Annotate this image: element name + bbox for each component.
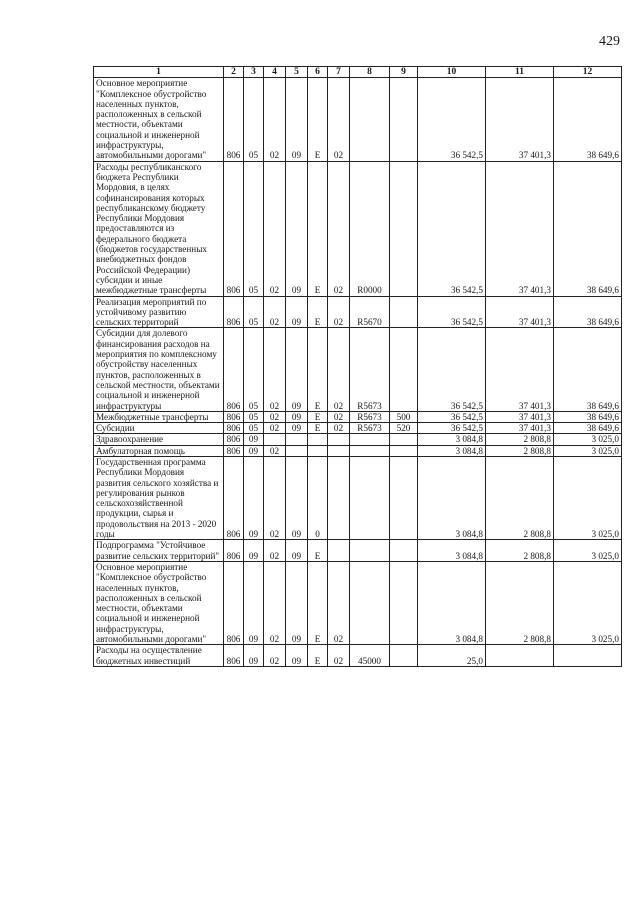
- amount-year-2: 37 401,3: [486, 296, 554, 328]
- code-subsection: 02: [264, 423, 286, 434]
- amount-year-3: 38 649,6: [554, 328, 622, 411]
- row-name: Межбюджетные трансферты: [94, 411, 224, 422]
- code-program: 09: [286, 456, 308, 539]
- amount-year-1: 36 542,5: [418, 328, 486, 411]
- code-subsection: 02: [264, 645, 286, 667]
- code-subprogram: Е: [308, 78, 328, 161]
- code-ministry: 806: [224, 411, 244, 422]
- code-program: 09: [286, 161, 308, 296]
- amount-year-2: 2 808,8: [486, 456, 554, 539]
- code-ministry: 806: [224, 445, 244, 456]
- amount-year-1: 36 542,5: [418, 161, 486, 296]
- amount-year-1: 36 542,5: [418, 411, 486, 422]
- code-expense-type: 500: [390, 411, 418, 422]
- code-subprogram: 0: [308, 456, 328, 539]
- column-header: 3: [244, 67, 264, 78]
- code-subprogram: Е: [308, 561, 328, 644]
- table-row: [94, 561, 622, 644]
- page-number: 429: [599, 34, 620, 49]
- amount-year-3: 3 025,0: [554, 434, 622, 445]
- table-row: [94, 78, 622, 161]
- column-header: 6: [308, 67, 328, 78]
- code-direction: 45000: [350, 645, 390, 667]
- code-subsection: 02: [264, 445, 286, 456]
- code-section: 05: [244, 423, 264, 434]
- row-name: Основное мероприятие "Комплексное обустройство населенных пунктов, расположенных в сельской местности, объектами социальной и инженерной инфраструктуры, автомобильными дорогами": [94, 78, 224, 161]
- row-name: Основное мероприятие "Комплексное обустройство населенных пунктов, расположенных в сельской местности, объектами социальной и инженерной инфраструктуры, автомобильными дорогами": [94, 561, 224, 644]
- code-ministry: 806: [224, 78, 244, 161]
- amount-year-2: 37 401,3: [486, 161, 554, 296]
- code-expense-type: [390, 645, 418, 667]
- amount-year-3: 38 649,6: [554, 78, 622, 161]
- code-direction: [350, 561, 390, 644]
- amount-year-3: 3 025,0: [554, 561, 622, 644]
- code-expense-type: [390, 456, 418, 539]
- code-ministry: 806: [224, 645, 244, 667]
- code-program: 09: [286, 645, 308, 667]
- column-header: 10: [418, 67, 486, 78]
- table-body: [94, 78, 622, 667]
- code-subsection: 02: [264, 296, 286, 328]
- code-ministry: 806: [224, 161, 244, 296]
- code-program: 09: [286, 423, 308, 434]
- code-measure: 02: [328, 328, 350, 411]
- row-name: Подпрограмма "Устойчивое развитие сельских территорий": [94, 540, 224, 562]
- code-direction: [350, 540, 390, 562]
- code-measure: 02: [328, 561, 350, 644]
- amount-year-3: 38 649,6: [554, 423, 622, 434]
- code-ministry: 806: [224, 328, 244, 411]
- code-expense-type: [390, 445, 418, 456]
- code-section: 09: [244, 434, 264, 445]
- column-header: 1: [94, 67, 224, 78]
- column-header: 5: [286, 67, 308, 78]
- code-program: [286, 445, 308, 456]
- code-program: 09: [286, 296, 308, 328]
- code-subprogram: Е: [308, 328, 328, 411]
- column-header: 9: [390, 67, 418, 78]
- code-section: 09: [244, 456, 264, 539]
- row-name: Государственная программа Республики Мордовия развития сельского хозяйства и регулирования рынков сельскохозяйственной продукции, сырья и продовольствия на 2013 - 2020 годы: [94, 456, 224, 539]
- table-row: [94, 540, 622, 562]
- code-subprogram: [308, 445, 328, 456]
- code-ministry: 806: [224, 561, 244, 644]
- budget-table: [93, 66, 622, 667]
- code-section: 05: [244, 328, 264, 411]
- code-program: 09: [286, 411, 308, 422]
- code-expense-type: [390, 296, 418, 328]
- code-expense-type: [390, 561, 418, 644]
- code-subsection: 02: [264, 540, 286, 562]
- code-measure: 02: [328, 78, 350, 161]
- code-expense-type: [390, 328, 418, 411]
- amount-year-2: 2 808,8: [486, 561, 554, 644]
- code-ministry: 806: [224, 296, 244, 328]
- code-subsection: 02: [264, 561, 286, 644]
- code-subsection: 02: [264, 411, 286, 422]
- code-expense-type: [390, 540, 418, 562]
- code-subsection: 02: [264, 328, 286, 411]
- code-measure: [328, 445, 350, 456]
- code-program: 09: [286, 540, 308, 562]
- code-measure: [328, 456, 350, 539]
- amount-year-1: 36 542,5: [418, 78, 486, 161]
- amount-year-2: 37 401,3: [486, 411, 554, 422]
- amount-year-3: [554, 645, 622, 667]
- amount-year-2: 2 808,8: [486, 540, 554, 562]
- code-direction: R5673: [350, 423, 390, 434]
- amount-year-3: 38 649,6: [554, 296, 622, 328]
- code-section: 05: [244, 161, 264, 296]
- code-measure: 02: [328, 161, 350, 296]
- table-row: [94, 645, 622, 667]
- code-measure: 02: [328, 296, 350, 328]
- code-subprogram: Е: [308, 645, 328, 667]
- table-row: [94, 434, 622, 445]
- code-subprogram: Е: [308, 296, 328, 328]
- code-direction: [350, 434, 390, 445]
- code-expense-type: [390, 161, 418, 296]
- amount-year-1: 3 084,8: [418, 540, 486, 562]
- code-ministry: 806: [224, 434, 244, 445]
- column-header: 8: [350, 67, 390, 78]
- code-measure: 02: [328, 645, 350, 667]
- amount-year-3: 3 025,0: [554, 540, 622, 562]
- code-subprogram: Е: [308, 423, 328, 434]
- code-ministry: 806: [224, 540, 244, 562]
- table-row: [94, 445, 622, 456]
- code-measure: [328, 540, 350, 562]
- code-expense-type: [390, 78, 418, 161]
- code-ministry: 806: [224, 456, 244, 539]
- column-header: 2: [224, 67, 244, 78]
- amount-year-1: 3 084,8: [418, 445, 486, 456]
- code-program: [286, 434, 308, 445]
- code-expense-type: [390, 434, 418, 445]
- code-subprogram: Е: [308, 540, 328, 562]
- code-program: 09: [286, 561, 308, 644]
- code-subsection: [264, 434, 286, 445]
- code-section: 05: [244, 411, 264, 422]
- amount-year-1: 25,0: [418, 645, 486, 667]
- code-program: 09: [286, 328, 308, 411]
- row-name: Субсидии: [94, 423, 224, 434]
- code-measure: 02: [328, 411, 350, 422]
- amount-year-3: 3 025,0: [554, 445, 622, 456]
- amount-year-3: 38 649,6: [554, 161, 622, 296]
- code-direction: R5673: [350, 411, 390, 422]
- table-row: [94, 411, 622, 422]
- amount-year-2: 2 808,8: [486, 445, 554, 456]
- column-header: 12: [554, 67, 622, 78]
- row-name: Здравоохранение: [94, 434, 224, 445]
- table-row: [94, 328, 622, 411]
- code-subprogram: [308, 434, 328, 445]
- row-name: Субсидии для долевого финансирования расходов на мероприятия по комплексному обустройству населенных пунктов, расположенных в сельской местности, объектами социальной и инженерной инфраструктуры: [94, 328, 224, 411]
- code-measure: [328, 434, 350, 445]
- code-subsection: 02: [264, 78, 286, 161]
- code-subprogram: Е: [308, 161, 328, 296]
- code-measure: 02: [328, 423, 350, 434]
- code-direction: R0000: [350, 161, 390, 296]
- amount-year-1: 3 084,8: [418, 456, 486, 539]
- column-header: 11: [486, 67, 554, 78]
- header-row: [94, 67, 622, 78]
- row-name: Расходы республиканского бюджета Республики Мордовия, в целях софинансирования которых республиканскому бюджету Республики Мордовия предоставляются из федерального бюджета (бюджетов государственных внебюджетных фондов Российской Федерации) субсидии и иные межбюджетные трансферты: [94, 161, 224, 296]
- code-direction: [350, 78, 390, 161]
- table-row: [94, 456, 622, 539]
- column-header: 7: [328, 67, 350, 78]
- code-section: 09: [244, 540, 264, 562]
- row-name: Реализация мероприятий по устойчивому развитию сельских территорий: [94, 296, 224, 328]
- amount-year-1: 36 542,5: [418, 296, 486, 328]
- amount-year-1: 3 084,8: [418, 434, 486, 445]
- amount-year-1: 36 542,5: [418, 423, 486, 434]
- table-row: [94, 161, 622, 296]
- code-direction: R5673: [350, 328, 390, 411]
- code-expense-type: 520: [390, 423, 418, 434]
- code-section: 09: [244, 645, 264, 667]
- code-direction: R5670: [350, 296, 390, 328]
- amount-year-2: [486, 645, 554, 667]
- code-direction: [350, 445, 390, 456]
- table-row: [94, 423, 622, 434]
- amount-year-2: 2 808,8: [486, 434, 554, 445]
- code-section: 09: [244, 561, 264, 644]
- code-subsection: 02: [264, 456, 286, 539]
- amount-year-1: 3 084,8: [418, 561, 486, 644]
- amount-year-2: 37 401,3: [486, 78, 554, 161]
- code-ministry: 806: [224, 423, 244, 434]
- code-section: 05: [244, 78, 264, 161]
- amount-year-3: 3 025,0: [554, 456, 622, 539]
- row-name: Расходы на осуществление бюджетных инвестиций: [94, 645, 224, 667]
- code-program: 09: [286, 78, 308, 161]
- code-subprogram: Е: [308, 411, 328, 422]
- column-header: 4: [264, 67, 286, 78]
- code-section: 05: [244, 296, 264, 328]
- code-direction: [350, 456, 390, 539]
- amount-year-3: 38 649,6: [554, 411, 622, 422]
- table-row: [94, 296, 622, 328]
- amount-year-2: 37 401,3: [486, 328, 554, 411]
- code-section: 09: [244, 445, 264, 456]
- row-name: Амбулаторная помощь: [94, 445, 224, 456]
- code-subsection: 02: [264, 161, 286, 296]
- amount-year-2: 37 401,3: [486, 423, 554, 434]
